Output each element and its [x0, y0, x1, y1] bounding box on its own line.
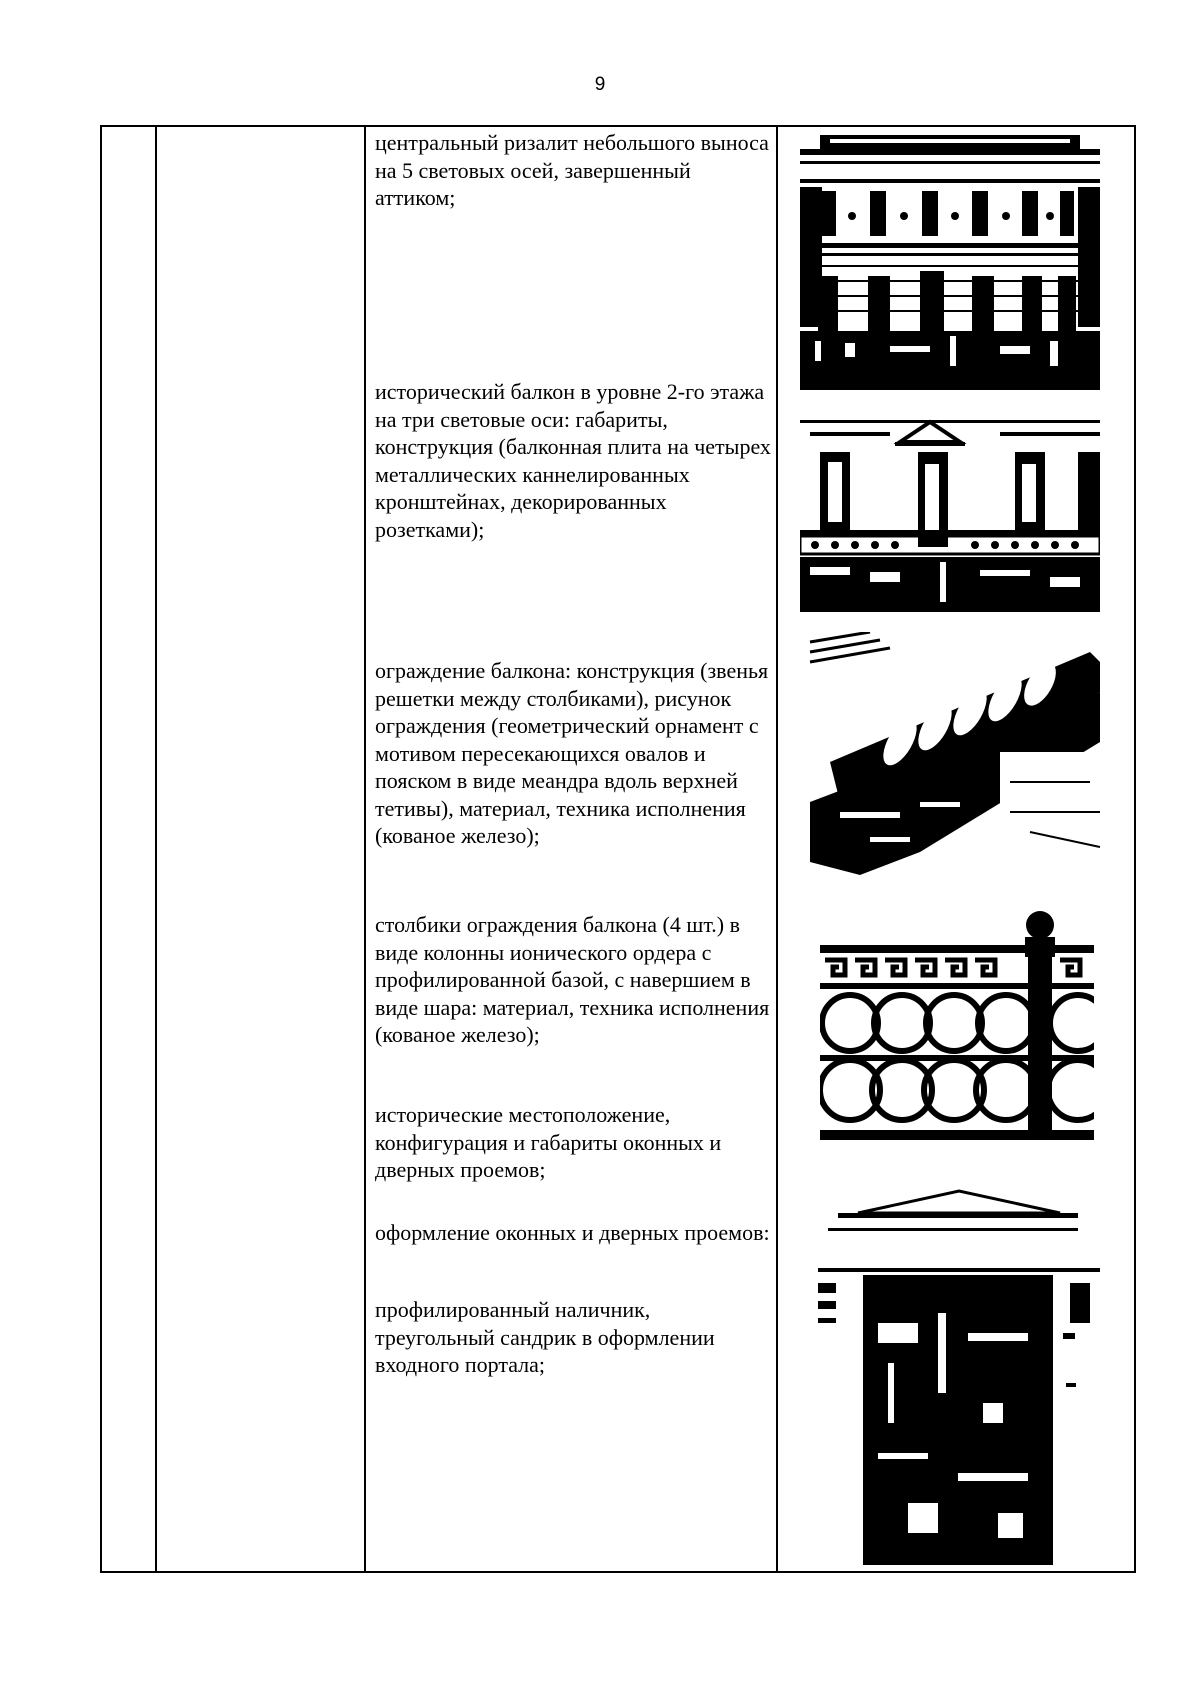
description-portal-trim: профилированный наличник, треугольный сандрик в оформлении входного портала;: [375, 1297, 715, 1377]
description-central-risalit: центральный ризалит небольшого выноса на 5 световых осей, завершенный аттиком;: [375, 130, 769, 210]
photo-facade-risalit: [800, 131, 1100, 390]
page-number: 9: [594, 74, 606, 95]
description-openings-location: исторические местоположение, конфигурация и габариты оконных и дверных проемов;: [375, 1102, 722, 1182]
column-divider: [155, 127, 157, 1571]
photo-railing-post: [820, 905, 1094, 1140]
description-openings-decoration: оформление оконных и дверных проемов:: [375, 1220, 770, 1245]
description-railing-posts: столбики ограждения балкона (4 шт.) в виде колонны ионического ордера с профилированной базой, с навершием в виде шара: материал, техника исполнения (кованое железо);: [375, 912, 770, 1047]
column-divider: [364, 127, 366, 1571]
description-balcony-railing: ограждение балкона: конструкция (звенья решетки между столбиками), рисунок ограждения (геометрический орнамент с мотивом пересекающихся овалов и пояском в виде меандра вдоль верхней тетивы), материал, техника исполнения (кованое железо);: [375, 658, 769, 848]
column-divider: [776, 127, 778, 1571]
photo-entrance-portal: [818, 1183, 1100, 1565]
photo-balcony-railing: [800, 632, 1100, 875]
photo-historic-balcony: [800, 412, 1100, 612]
description-historic-balcony: исторический балкон в уровне 2-го этажа на три световые оси: габариты, конструкция (балконная плита на четырех металлических каннелированных кронштейнах, декорированных розетками);: [375, 379, 771, 542]
